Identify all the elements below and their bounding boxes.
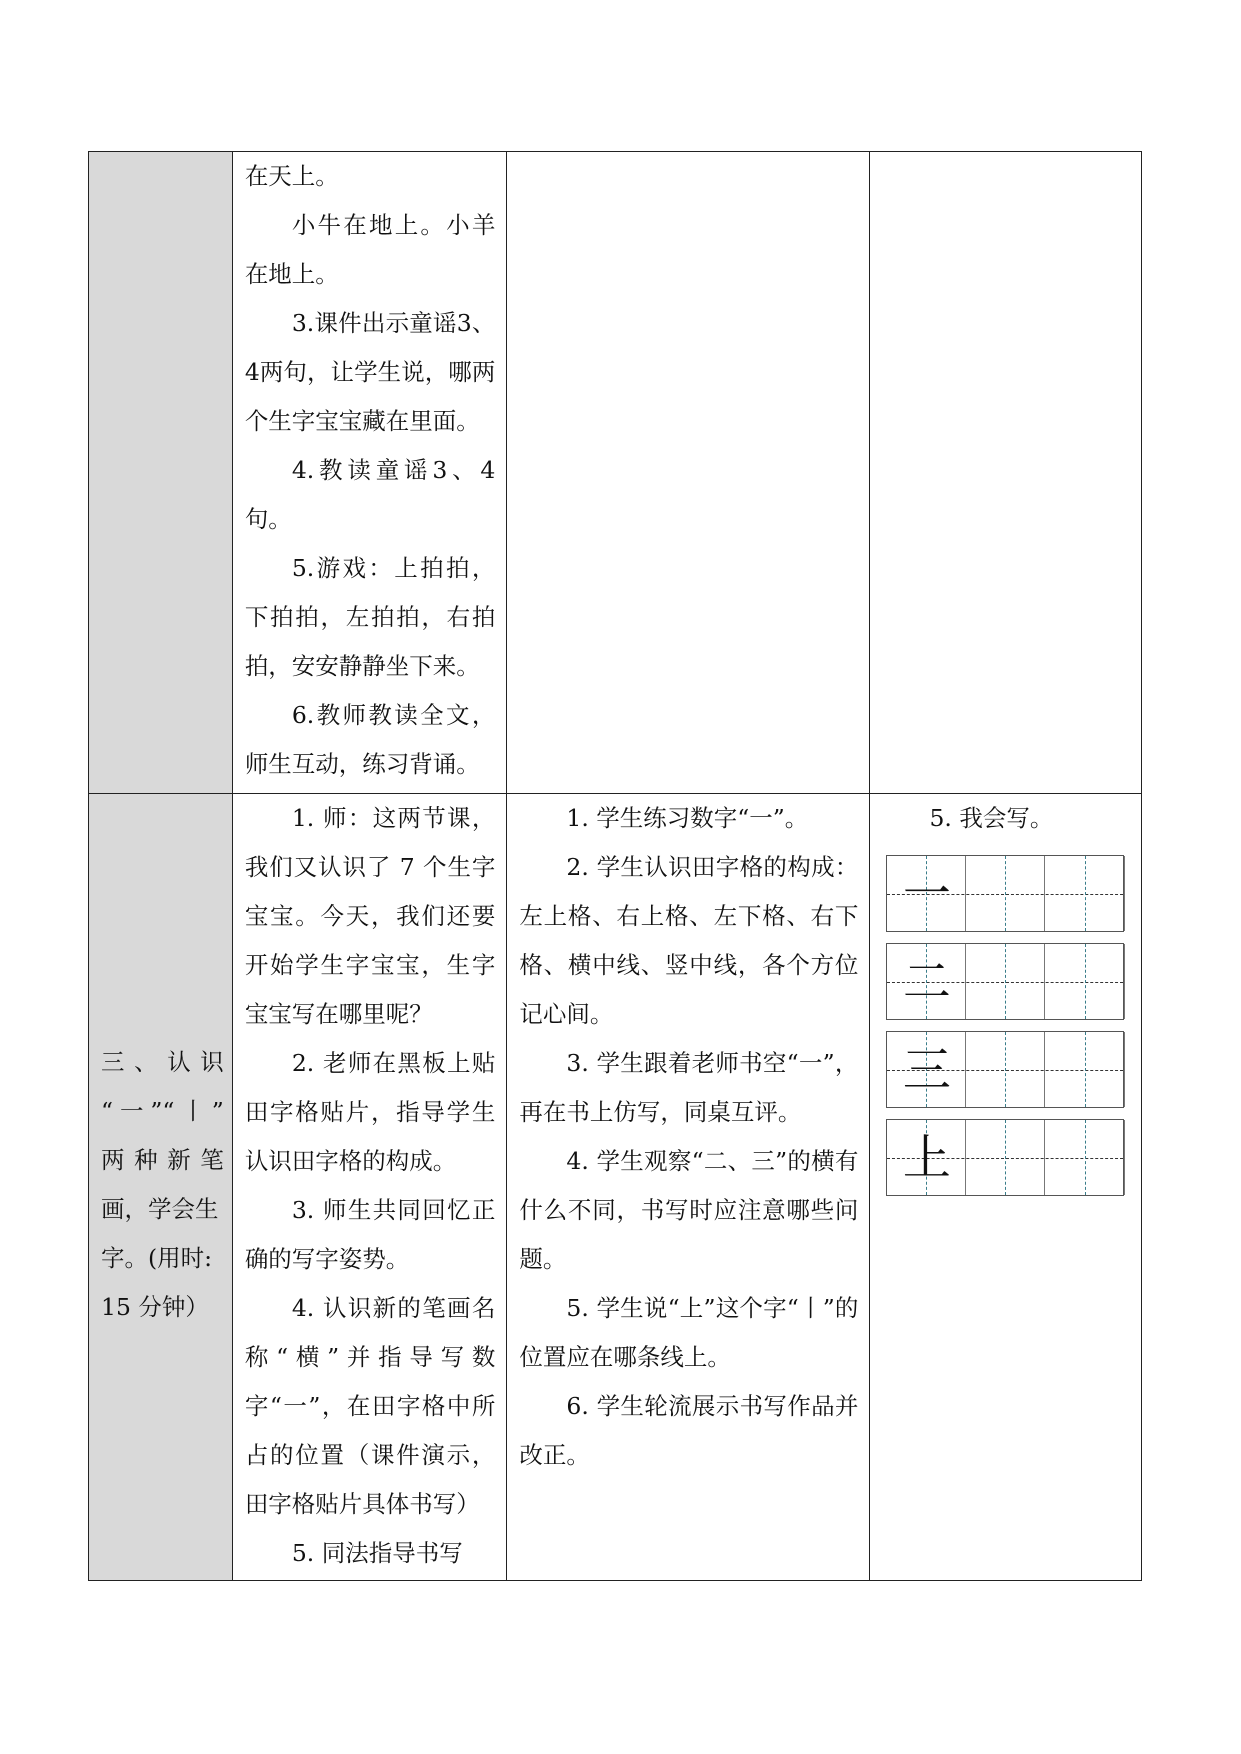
vertical-center-line xyxy=(1085,944,1086,1019)
practice-character: 一 xyxy=(902,866,951,922)
vertical-center-line xyxy=(1005,1032,1006,1107)
teacher-activity-cell xyxy=(232,794,507,1581)
vertical-center-line xyxy=(1005,856,1006,931)
teacher-activity-cell xyxy=(232,152,507,794)
tianzige-cell xyxy=(1045,1032,1125,1107)
tianzige-row xyxy=(886,1119,1124,1196)
stage-line: 15 分钟） xyxy=(101,1293,209,1321)
paragraph: 小牛在地上。小羊在地上。 xyxy=(244,211,496,288)
practice-character: 二 xyxy=(902,954,951,1010)
paragraph: 3. 师生共同回忆正确的写字姿势。 xyxy=(244,1196,496,1273)
stage-cell xyxy=(89,794,233,1581)
paragraph: 5. 同法指导书写 xyxy=(291,1539,463,1567)
writing-practice-cell xyxy=(870,794,1142,1581)
paragraph: 6.教师教读全文，师生互动，练习背诵。 xyxy=(244,701,496,778)
vertical-center-line xyxy=(1005,944,1006,1019)
tianzige-cell xyxy=(966,1120,1045,1195)
tianzige-cell xyxy=(966,856,1045,931)
teacher-activity-text xyxy=(233,152,507,789)
vertical-center-line xyxy=(1085,1120,1086,1195)
writing-heading: 5. 我会写。 xyxy=(929,804,1054,832)
tianzige-row xyxy=(886,855,1124,932)
tianzige-cell xyxy=(1045,856,1125,931)
table-row xyxy=(89,794,1142,1581)
paragraph: 1. 师：这两节课，我们又认识了 7 个生字宝宝。今天，我们还要开始学生字宝宝，生字宝宝写在哪里呢？ xyxy=(244,804,496,1028)
tianzige-grids xyxy=(870,855,1141,1196)
lesson-plan-table xyxy=(88,151,1142,1581)
paragraph: 1. 学生练习数字“一”。 xyxy=(566,804,809,832)
paragraph: 2. 老师在黑板上贴田字格贴片，指导学生认识田字格的构成。 xyxy=(244,1049,496,1175)
tianzige-cell xyxy=(1045,944,1125,1019)
stage-line: 字。(用时: xyxy=(101,1244,213,1272)
paragraph: 3. 学生跟着老师书空“一”，再在书上仿写，同桌互评。 xyxy=(519,1049,859,1126)
paragraph: 5.游戏：上拍拍，下拍拍，左拍拍，右拍拍，安安静静坐下来。 xyxy=(244,554,496,680)
student-activity-cell xyxy=(507,794,870,1581)
notes-cell xyxy=(870,152,1142,794)
paragraph: 在天上。 xyxy=(244,162,339,190)
vertical-center-line xyxy=(1085,856,1086,931)
paragraph: 4. 学生观察“二、三”的横有什么不同，书写时应注意哪些问题。 xyxy=(519,1147,859,1273)
vertical-center-line xyxy=(1085,1032,1086,1107)
vertical-center-line xyxy=(1005,1120,1006,1195)
table-row xyxy=(89,152,1142,794)
practice-character: 三 xyxy=(902,1042,951,1098)
stage-line: 画，学会生 xyxy=(101,1195,219,1223)
tianzige-cell xyxy=(966,944,1045,1019)
paragraph: 2. 学生认识田字格的构成：左上格、右上格、左下格、右下格、横中线、竖中线，各个方位记心间。 xyxy=(519,853,859,1028)
stage-line: 两种新笔 xyxy=(101,1146,224,1174)
tianzige-row xyxy=(886,943,1124,1020)
tianzige-row xyxy=(886,1031,1124,1108)
student-activity-cell xyxy=(507,152,870,794)
paragraph: 4. 认识新的笔画名称“横”并指导写数字“一”，在田字格中所占的位置（课件演示，田字格贴片具体书写） xyxy=(244,1294,496,1518)
stage-line: “一”“丨” xyxy=(101,1097,224,1125)
student-activity-text xyxy=(507,794,869,1480)
paragraph: 6. 学生轮流展示书写作品并改正。 xyxy=(519,1392,859,1469)
stage-line: 三、认识 xyxy=(101,1048,224,1076)
paragraph: 5. 学生说“上”这个字“丨”的位置应在哪条线上。 xyxy=(519,1294,859,1371)
stage-text xyxy=(89,1038,232,1332)
tianzige-cell xyxy=(1045,1120,1125,1195)
paragraph: 3.课件出示童谣3、4两句，让学生说，哪两个生字宝宝藏在里面。 xyxy=(244,309,496,435)
tianzige-cell xyxy=(966,1032,1045,1107)
stage-cell xyxy=(89,152,233,794)
practice-character: 上 xyxy=(902,1130,951,1186)
teacher-activity-text xyxy=(233,794,507,1578)
paragraph: 4.教读童谣3、4句。 xyxy=(244,456,496,533)
